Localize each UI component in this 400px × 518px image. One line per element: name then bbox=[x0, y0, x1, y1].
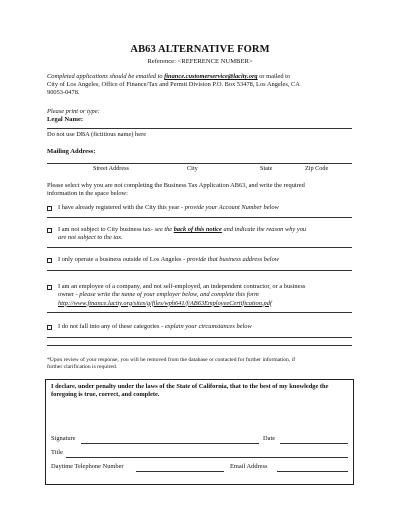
email-address-line[interactable] bbox=[277, 471, 348, 472]
signature-line[interactable] bbox=[81, 443, 259, 444]
option-2-text: I am not subject to City business tax- see the back of this notice and indicate the reason why you are not subject to the tax. bbox=[58, 226, 307, 242]
instructions bbox=[47, 182, 305, 198]
option-2-checkbox[interactable] bbox=[47, 228, 52, 233]
option-4-checkbox[interactable] bbox=[47, 285, 52, 290]
street-address-label: Street Address bbox=[93, 165, 129, 172]
option-5-text: I do not fall into any of these categories - explain your circumstances below bbox=[58, 323, 252, 330]
phone-label: Daytime Telephone Number bbox=[51, 463, 124, 470]
email-link[interactable]: finance.customerservice@lacity.org bbox=[164, 73, 258, 80]
phone-line[interactable] bbox=[136, 471, 224, 472]
option-1-text: I have already registered with the City this year - provide your Account Number below bbox=[58, 204, 279, 211]
date-label: Date bbox=[263, 435, 276, 442]
intro-line2: City of Los Angeles, Office of Finance/Tax and Permit Division P.O. Box 53478, Los Angeles, CA bbox=[47, 81, 300, 89]
option-5-line-1[interactable] bbox=[47, 337, 352, 338]
declaration-text: I declare, under penalty under the laws of the State of California, that to the best of my knowledge the foregoing is true, correct, and complete. bbox=[51, 383, 329, 399]
mailing-address-line[interactable] bbox=[47, 163, 352, 164]
signature-label: Signature bbox=[51, 435, 76, 442]
legal-name-line[interactable] bbox=[47, 128, 352, 129]
form-title: AB63 ALTERNATIVE FORM bbox=[130, 44, 270, 55]
zip-code-label: Zip Code bbox=[305, 165, 329, 172]
city-label: City bbox=[187, 165, 198, 172]
legal-name-label: Legal Name: bbox=[47, 116, 84, 123]
intro-line1-suffix: or mailed to bbox=[257, 73, 291, 80]
back-of-notice-link[interactable]: back of this notice bbox=[173, 226, 222, 233]
print-note: Please print or type: bbox=[47, 108, 100, 115]
title-line[interactable] bbox=[66, 457, 348, 458]
footnote: *Upon review of your response, you will be removed from the database or contacted for further information, if further clarification is required. bbox=[47, 357, 296, 371]
dba-note: Do not use DBA (fictitious name) here bbox=[47, 131, 147, 138]
date-line[interactable] bbox=[280, 443, 348, 444]
option-5-checkbox[interactable] bbox=[47, 325, 52, 330]
option-5-line-2[interactable] bbox=[47, 345, 352, 346]
employee-certification-link[interactable]: http://www.finance.lacity.org/sites/g/files/wph641/f/AB63EmployeeCertification.pdf bbox=[58, 299, 272, 307]
option-3-text: I only operate a business outside of Los Angeles - provide that business address below bbox=[58, 256, 280, 263]
title-label: Title bbox=[51, 449, 63, 456]
state-label: State bbox=[260, 165, 273, 172]
mailing-address-label: Mailing Address: bbox=[47, 148, 96, 155]
option-1-checkbox[interactable] bbox=[47, 206, 52, 211]
intro-line3: 90053-0478. bbox=[47, 89, 80, 97]
instructions-line1: Please select why you are not completing the Business Tax Application AB63, and write the required bbox=[47, 182, 305, 189]
option-1-line[interactable] bbox=[47, 217, 352, 218]
option-4-line[interactable] bbox=[47, 312, 352, 313]
reference-number: Reference: <REFERENCE NUMBER> bbox=[147, 58, 253, 65]
email-address-label: Email Address bbox=[230, 463, 268, 470]
instructions-line2: information in the space below: bbox=[47, 190, 128, 198]
intro-text bbox=[47, 73, 300, 98]
option-3-line[interactable] bbox=[47, 270, 352, 271]
intro-line1-prefix: Completed applications should be emailed to bbox=[47, 73, 165, 80]
option-4-text: I am an employee of a company, and not self-employed, an independent contractor, or a business owner - please write the name of your employer below, and complete this form http://www.finance.lacity.org/sites/g/files/wph641/f/AB63EmployeeCertification.pdf bbox=[58, 283, 306, 307]
option-3-checkbox[interactable] bbox=[47, 258, 52, 263]
option-2-line[interactable] bbox=[47, 247, 352, 248]
